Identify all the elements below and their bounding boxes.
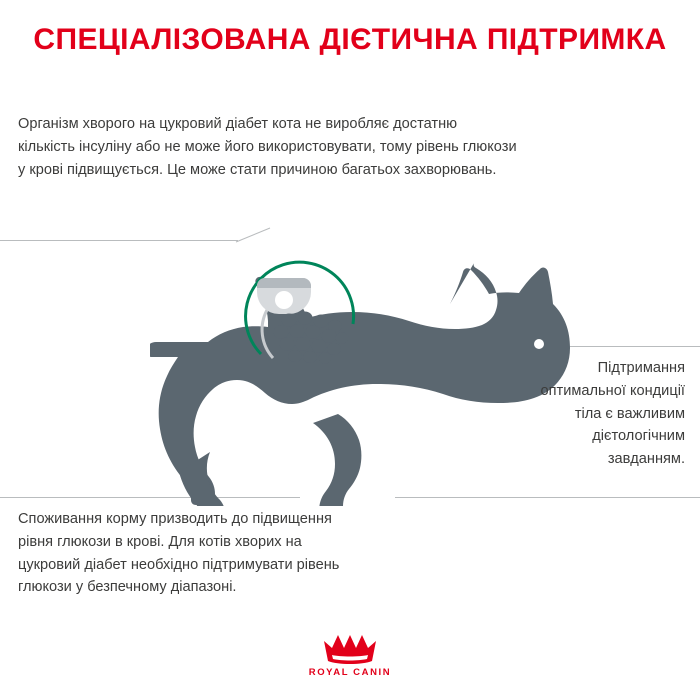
paragraph-bottom: Споживання корму призводить до підвищення рівня глюкози в крові. Для котів хворих на цукровий діабет необхідно підтримувати рівень глюкози у безпечному діапазоні.	[18, 511, 340, 596]
paragraph-right: Підтримання оптимальної кондиції тіла є важливим дієтологічним завданням.	[540, 360, 685, 468]
page-title: СПЕЦІАЛІЗОВАНА ДІЄТИЧНА ПІДТРИМКА	[33, 23, 667, 56]
connector-line-right	[560, 346, 700, 347]
connector-line-top-left	[0, 240, 238, 241]
kibble-pieces-icon	[243, 258, 371, 386]
royal-canin-crown-icon	[320, 631, 380, 665]
paragraph-top: Організм хворого на цукровий діабет кота не виробляє достатню кількість інсуліну або не може його використовувати, тому рівень глюкози у крові підвищується. Це може стати причиною багатьох захворювань.	[18, 116, 517, 178]
connector-line-top-slant	[236, 228, 270, 242]
royal-canin-wordmark: ROYAL CANIN	[308, 667, 392, 678]
royal-canin-logo	[290, 631, 410, 678]
food-bowl-icon	[257, 278, 311, 314]
